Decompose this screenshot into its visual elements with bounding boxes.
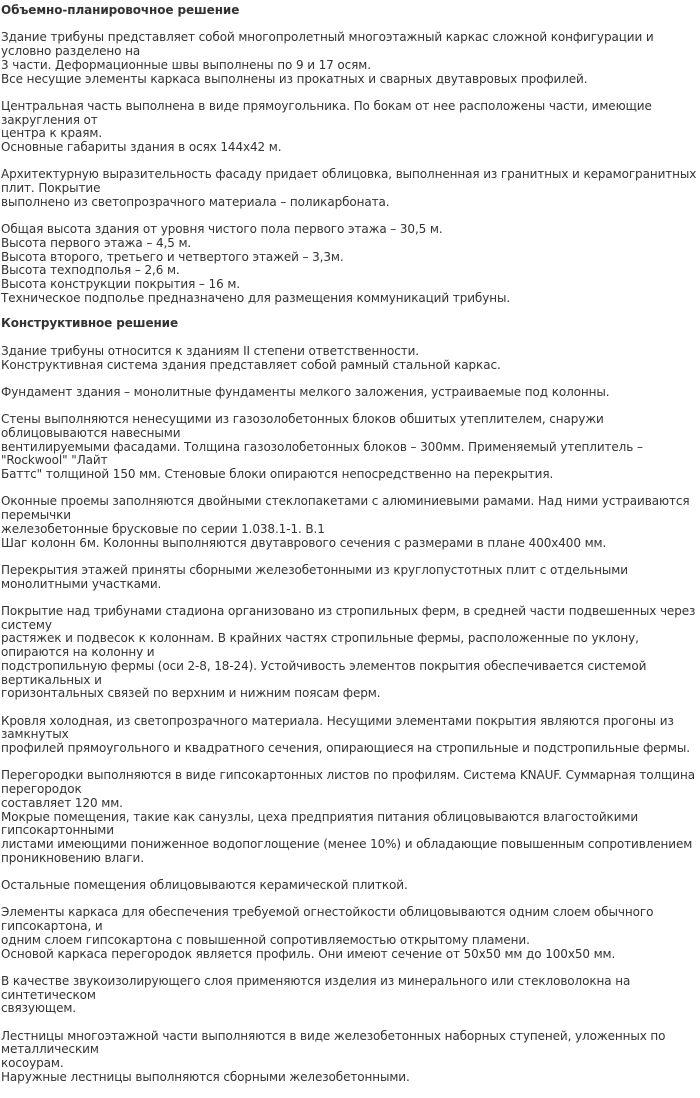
text-line: одним слоем гипсокартона с повышенной сопротивляемостью открытому пламени. <box>1 932 530 947</box>
paragraph <box>1 168 698 209</box>
text-line: листами имеющими пониженное водопоглощение (менее 10%) и обладающие повышенным сопротивлением <box>1 837 693 851</box>
text-line: Кровля холодная, из светопрозрачного материала. Несущими элементами покрытия являются прогоны из замкнутых <box>1 713 674 742</box>
text-line: Конструктивная система здания представляет собой рамный стальной каркас. <box>1 357 501 372</box>
section-heading-structure: Конструктивное решение <box>1 316 179 331</box>
paragraph <box>1 100 698 155</box>
text-line: Фундамент здания – монолитные фундаменты мелкого заложения, устраиваемые под колонны. <box>1 384 610 399</box>
paragraph <box>1 564 698 591</box>
text-line: Основой каркаса перегородок является профиль. Они имеют сечение от 50х50 мм до 100х50 мм. <box>1 946 616 961</box>
text-line: 3 части. Деформационные швы выполнены по 9 и 17 осям. <box>1 57 371 72</box>
text-line: Высота техподполья – 2,6 м. <box>1 263 180 278</box>
paragraph <box>1 386 698 400</box>
text-line: Стены выполняются ненесущими из газозолобетонных блоков обшитых утеплителем, снаружи облицовываются навесными <box>1 412 604 440</box>
text-line: профилей прямоугольного и квадратного сечения, опирающиеся на стропильные и подстропильные фермы. <box>1 741 690 756</box>
text-line: выполнено из светопрозрачного материала – поликарбоната. <box>1 194 390 209</box>
text-line: Высота первого этажа – 4,5 м. <box>1 235 192 250</box>
text-line: проникновению влаги. <box>1 850 144 865</box>
paragraph <box>1 495 698 550</box>
text-line: Лестницы многоэтажной части выполняются в виде железобетонных наборных ступеней, уложенных по металлическим <box>1 1028 666 1057</box>
text-line: центра к краям. <box>1 126 103 141</box>
text-line: горизонтальных связей по верхним и нижним поясам ферм. <box>1 686 381 701</box>
text-line: растяжек и подвесок к колоннам. В крайних частях стропильные фермы, расположенные по уклону, опираются на колонну и <box>1 631 639 660</box>
text-line: связующем. <box>1 1001 77 1016</box>
paragraph <box>1 31 698 86</box>
text-line: Мокрые помещения, такие как санузлы, цеха предприятия питания облицовываются влагостойкими гипсокартонными <box>1 809 639 838</box>
text-line: Оконные проемы заполняются двойными стеклопакетами с алюминиевыми рамами. Над ними устраиваются перемычки <box>1 494 690 523</box>
text-line: Покрытие над трибунами стадиона организовано из стропильных ферм, в средней части подвешенных через систему <box>1 604 696 632</box>
paragraph <box>1 879 698 893</box>
paragraph <box>1 906 698 961</box>
text-line: Баттс" толщиной 150 мм. Стеновые блоки опираются непосредственно на перекрытия. <box>1 467 554 482</box>
paragraph <box>1 605 698 701</box>
text-line: подстропильную фермы (оси 2-8, 18-24). Устойчивость элементов покрытия обеспечивается системой вертикальных и <box>1 658 647 687</box>
text-line: вентилируемыми фасадами. Толщина газозолобетонных блоков – 300мм. Применяемый утеплитель – "Rockwool" "Лайт <box>1 439 643 468</box>
paragraph <box>1 975 698 1016</box>
text-line: Техническое подполье предназначено для размещения коммуникаций трибуны. <box>1 290 511 305</box>
text-line: Наружные лестницы выполняются сборными железобетонными. <box>1 1069 410 1084</box>
paragraph <box>1 715 698 756</box>
text-line: В качестве звукоизолирующего слоя применяются изделия из минерального или стекловолокна на синтетическом <box>1 973 631 1002</box>
paragraph <box>1 769 698 865</box>
text-line: Здание трибуны представляет собой многопролетный многоэтажный каркас сложной конфигурации и условно разделено на <box>1 30 654 59</box>
text-line: Остальные помещения облицовываются керамической плиткой. <box>1 878 408 893</box>
paragraph <box>1 223 698 305</box>
text-line: Шаг колонн 6м. Колонны выполняются двутаврового сечения с размерами в плане 400х400 мм. <box>1 535 607 550</box>
text-line: Перегородки выполняются в виде гипсокартонных листов по профилям. Система KNAUF. Суммарная толщина перегородок <box>1 768 695 797</box>
text-line: Центральная часть выполнена в виде прямоугольника. По бокам от нее расположены части, имеющие закругления от <box>1 98 652 127</box>
section-heading-layout: Объемно-планировочное решение <box>1 3 240 17</box>
text-line: железобетонные брусковые по серии 1.038.1-1. В.1 <box>1 521 325 536</box>
text-line: Основные габариты здания в осях 144х42 м. <box>1 140 282 154</box>
text-line: Здание трибуны относится к зданиям II степени ответственности. <box>1 343 419 358</box>
text-line: косоурам. <box>1 1056 64 1071</box>
text-line: Архитектурную выразительность фасаду придает облицовка, выполненная из гранитных и керамогранитных плит. Покрытие <box>1 167 697 196</box>
text-line: Высота конструкции покрытия – 16 м. <box>1 277 240 291</box>
text-line: Элементы каркаса для обеспечения требуемой огнестойкости облицовываются одним слоем обычного гипсокартона, и <box>1 905 654 934</box>
text-line: Все несущие элементы каркаса выполнены из прокатных и сварных двутавровых профилей. <box>1 71 588 86</box>
paragraph <box>1 413 698 482</box>
paragraph <box>1 1030 698 1085</box>
text-line: составляет 120 мм. <box>1 795 123 810</box>
text-line: Перекрытия этажей приняты сборными железобетонными из круглопустотных плит с отдельными монолитными участками. <box>1 562 628 591</box>
text-line: Высота второго, третьего и четвертого этажей – 3,3м. <box>1 249 344 264</box>
text-line: Общая высота здания от уровня чистого пола первого этажа – 30,5 м. <box>1 222 443 237</box>
paragraph <box>1 345 698 372</box>
document-body <box>1 4 698 1098</box>
